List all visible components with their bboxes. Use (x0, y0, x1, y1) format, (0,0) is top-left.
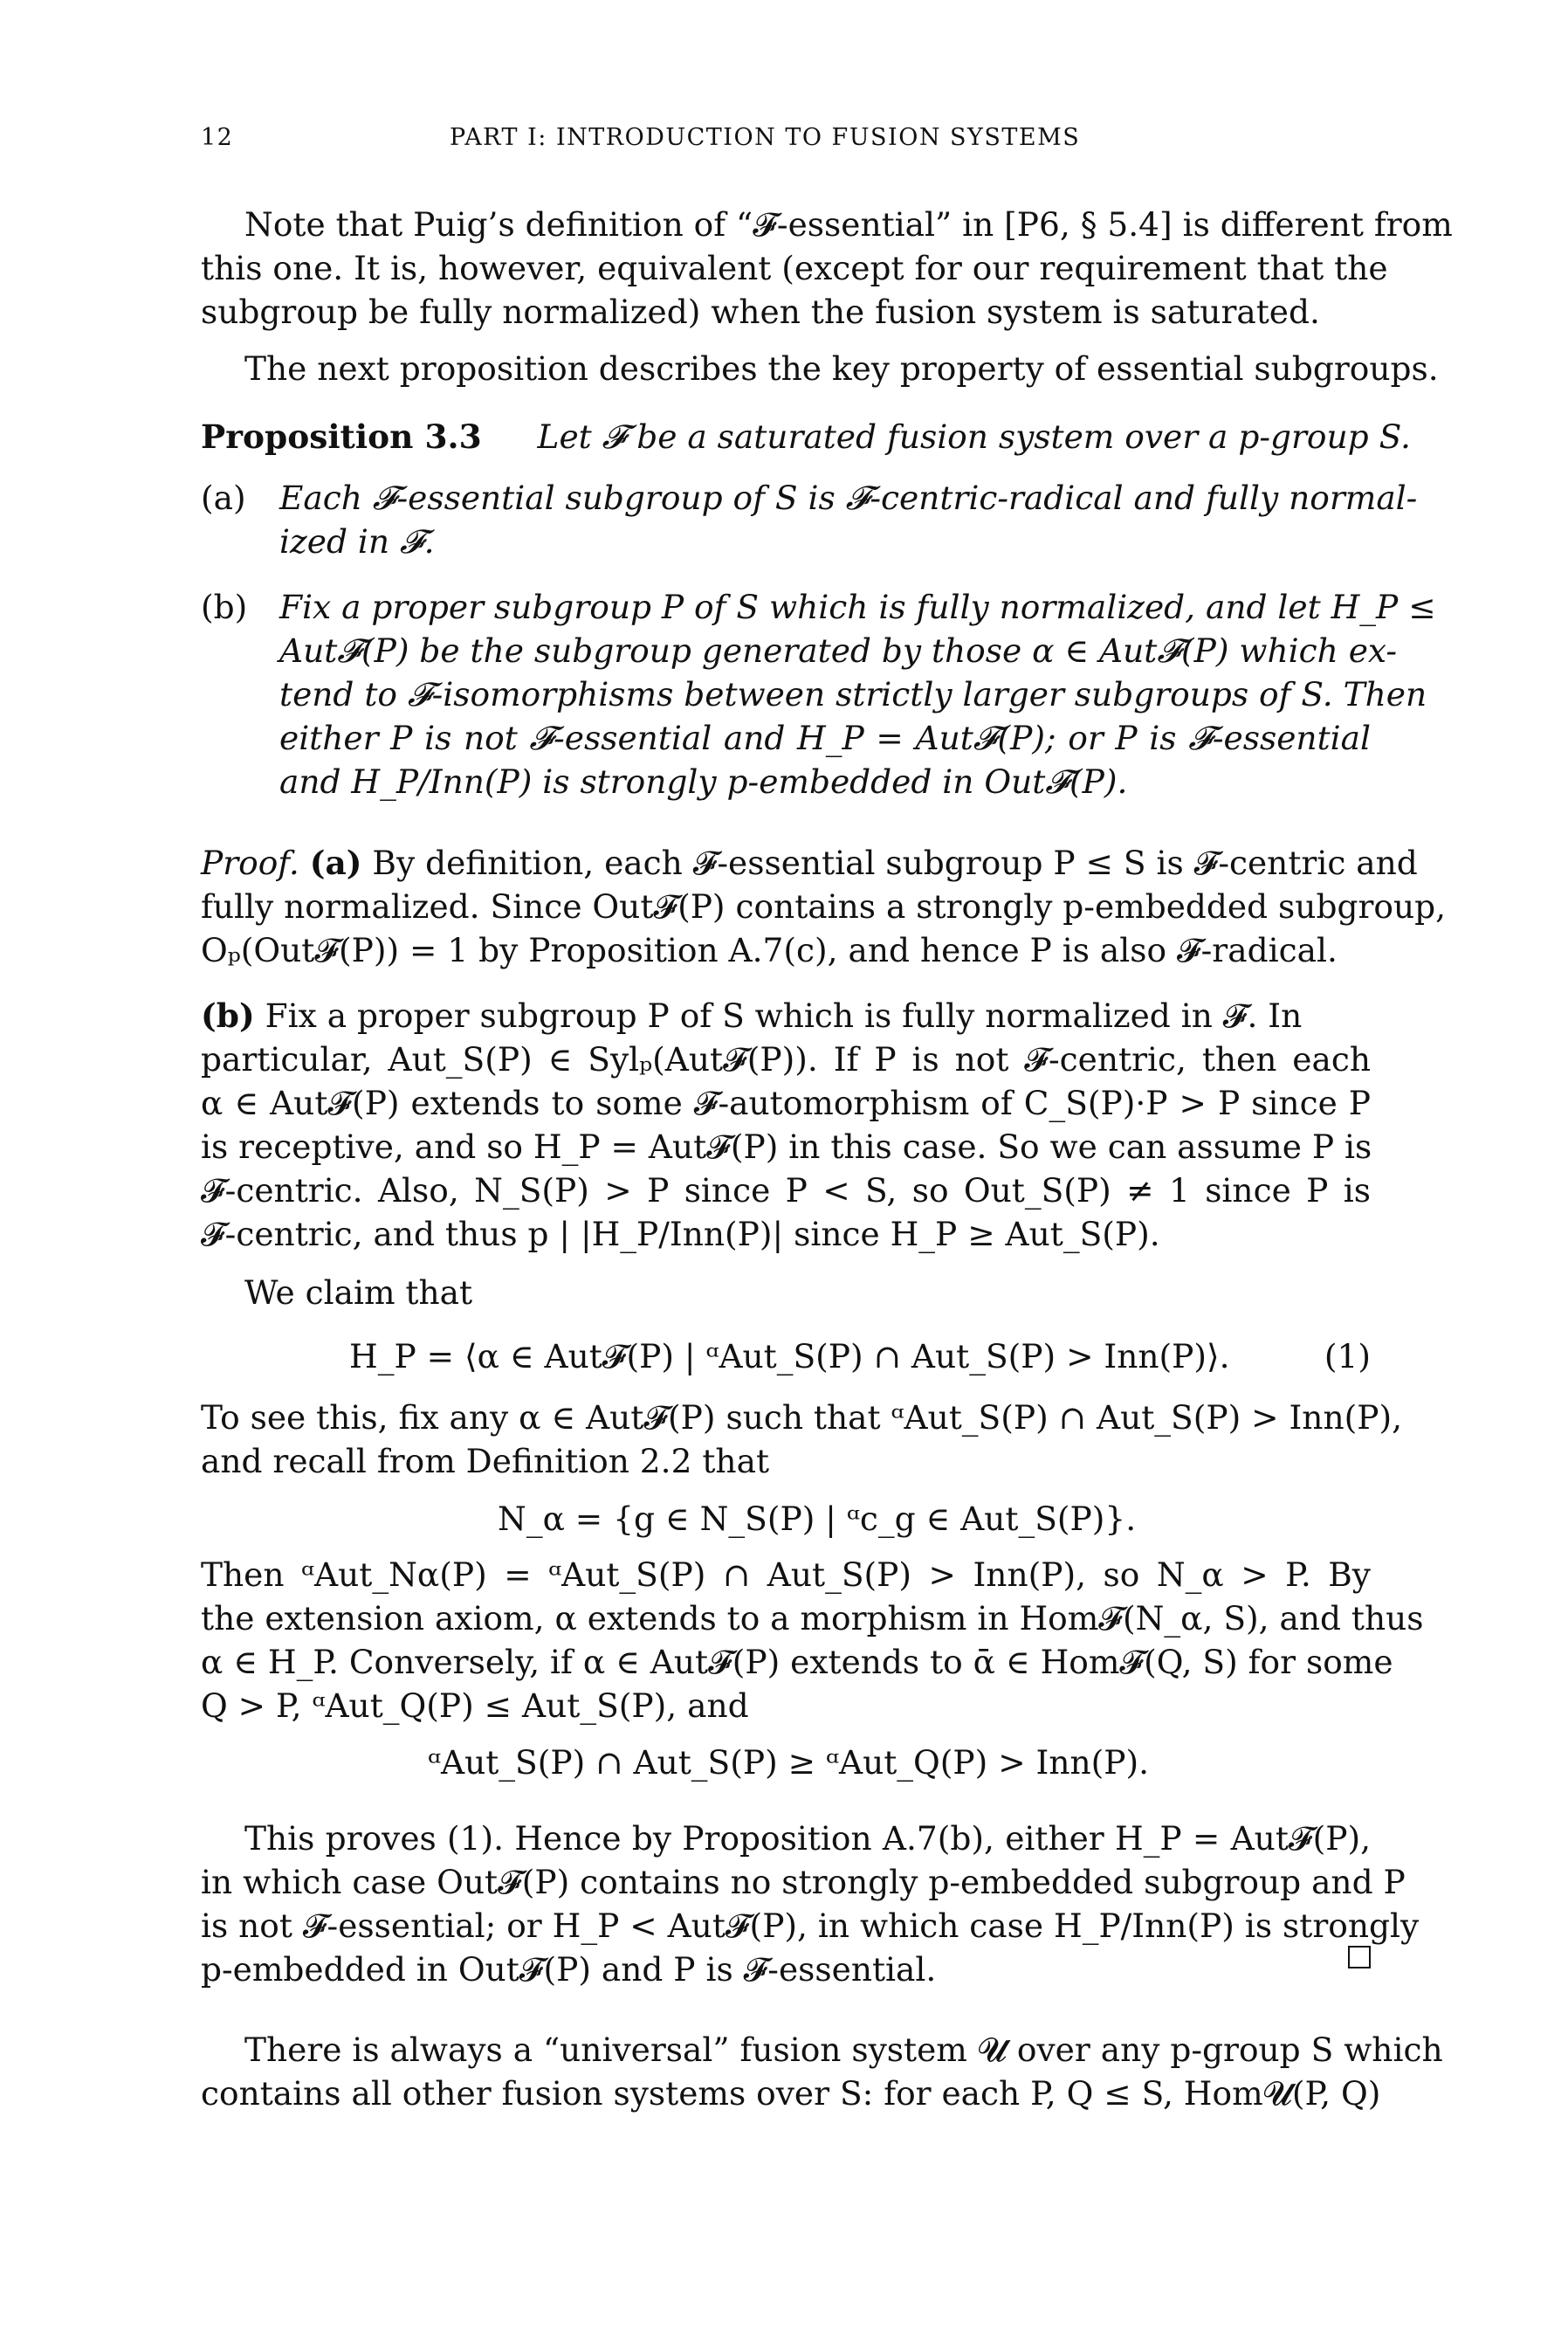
text-line: This proves (1). Hence by Proposition A.7(b), either H_P = Aut𝓕(P), (244, 1819, 1371, 1858)
text-line: in which case Out𝓕(P) contains no strongly p-embedded subgroup and P (201, 1863, 1406, 1901)
text-line: fully normalized. Since Out𝓕(P) contains a strongly p-embedded subgroup, (201, 887, 1447, 926)
proposition-statement: Let 𝓕 be a saturated fusion system over a p-group S. (537, 417, 1411, 456)
text-line: The next proposition describes the key property of essential subgroups. (244, 349, 1439, 388)
proof-part-a (201, 841, 1447, 972)
text-line: subgroup be fully normalized) when the fusion system is saturated. (201, 293, 1320, 331)
running-head (201, 124, 1371, 159)
text-line: and H_P/Inn(P) is strongly p-embedded in Out𝓕(P). (279, 762, 1128, 801)
text-line: 𝓕-centric, and thus p | |H_P/Inn(P)| since H_P ≥ Aut_S(P). (201, 1215, 1160, 1253)
text-line: Aut𝓕(P) be the subgroup generated by those α ∈ Aut𝓕(P) which ex- (279, 631, 1398, 670)
proof-part-label: (a) (309, 844, 362, 882)
claim-line (201, 1271, 1371, 1314)
proposition-item-a (201, 476, 1418, 563)
text-line: this one. It is, however, equivalent (except for our requirement that the (201, 249, 1388, 287)
equation-number: (1) (1324, 1337, 1371, 1375)
running-title: PART I: INTRODUCTION TO FUSION SYSTEMS (450, 124, 1081, 151)
qed-symbol (1348, 1946, 1371, 1968)
text-line: Then ᵅAut_Nα(P) = ᵅAut_S(P) ∩ Aut_S(P) > Inn(P), so N_α > P. By (201, 1555, 1371, 1594)
text-line: Oₚ(Out𝓕(P)) = 1 by Proposition A.7(c), and hence P is also 𝓕-radical. (201, 931, 1338, 969)
text-line: Fix a proper subgroup P of S which is fully normalized in 𝓕. In (265, 996, 1303, 1035)
item-label: (b) (201, 588, 248, 626)
text-line: There is always a “universal” fusion system 𝓤 over any p-group S which (244, 2030, 1443, 2069)
proof-label: Proof. (201, 844, 299, 882)
text-line: contains all other fusion systems over S: for each P, Q ≤ S, Hom𝓤(P, Q) (201, 2074, 1381, 2113)
proof-conclusion (201, 1817, 1420, 1991)
proposition-item-b (201, 585, 1436, 803)
equation-2: N_α = {g ∈ N_S(P) | ᵅc_g ∈ Aut_S(P)}. (498, 1500, 1137, 1538)
text-line: and recall from Definition 2.2 that (201, 1442, 770, 1480)
proposition-header (201, 415, 1411, 458)
text-line: p-embedded in Out𝓕(P) and P is 𝓕-essential. (201, 1950, 937, 1989)
text-line: We claim that (244, 1273, 473, 1312)
text-line: α ∈ H_P. Conversely, if α ∈ Aut𝓕(P) extends to ᾱ ∈ Hom𝓕(Q, S) for some (201, 1643, 1393, 1681)
text-line: By definition, each 𝓕-essential subgroup P ≤ S is 𝓕-centric and (372, 844, 1418, 882)
text-line: the extension axiom, α extends to a morphism in Hom𝓕(N_α, S), and thus (201, 1599, 1424, 1637)
text-line: To see this, fix any α ∈ Aut𝓕(P) such that ᵅAut_S(P) ∩ Aut_S(P) > Inn(P), (201, 1398, 1403, 1437)
closing-paragraph (201, 2028, 1443, 2115)
text-line: Note that Puig’s definition of “𝓕-essential” in [P6, § 5.4] is different from (244, 205, 1453, 244)
equation-3: ᵅAut_S(P) ∩ Aut_S(P) ≥ ᵅAut_Q(P) > Inn(P). (428, 1743, 1150, 1782)
transition-paragraph (201, 347, 1439, 390)
proof-part-b (201, 994, 1371, 1256)
text-line: 𝓕-centric. Also, N_S(P) > P since P < S, so Out_S(P) ≠ 1 since P is (201, 1171, 1371, 1210)
text-line: is receptive, and so H_P = Aut𝓕(P) in this case. So we can assume P is (201, 1127, 1372, 1166)
text-line: Q > P, ᵅAut_Q(P) ≤ Aut_S(P), and (201, 1686, 749, 1725)
text-line: α ∈ Aut𝓕(P) extends to some 𝓕-automorphism of C_S(P)·P > P since P (201, 1084, 1371, 1122)
item-label: (a) (201, 479, 246, 517)
text-line: particular, Aut_S(P) ∈ Sylₚ(Aut𝓕(P)). If P is not 𝓕-centric, then each (201, 1040, 1371, 1079)
text-line: ized in 𝓕. (279, 522, 435, 561)
intro-paragraph (201, 203, 1453, 334)
text-line: Each 𝓕-essential subgroup of S is 𝓕-centric-radical and fully normal- (279, 479, 1418, 517)
text-line: either P is not 𝓕-essential and H_P = Aut𝓕(P); or P is 𝓕-essential (279, 719, 1371, 757)
text-line: Fix a proper subgroup P of S which is fully normalized, and let H_P ≤ (279, 588, 1436, 626)
equation-1: H_P = ⟨α ∈ Aut𝓕(P) | ᵅAut_S(P) ∩ Aut_S(P) > Inn(P)⟩. (349, 1337, 1230, 1375)
page-number: 12 (201, 124, 234, 151)
proof-part-label: (b) (201, 996, 255, 1035)
text-line: tend to 𝓕-isomorphisms between strictly larger subgroups of S. Then (279, 675, 1427, 714)
text-line: is not 𝓕-essential; or H_P < Aut𝓕(P), in which case H_P/Inn(P) is strongly (201, 1906, 1420, 1945)
eq1-followup (201, 1396, 1403, 1483)
proposition-label: Proposition 3.3 (201, 417, 482, 456)
eq2-followup (201, 1553, 1424, 1727)
